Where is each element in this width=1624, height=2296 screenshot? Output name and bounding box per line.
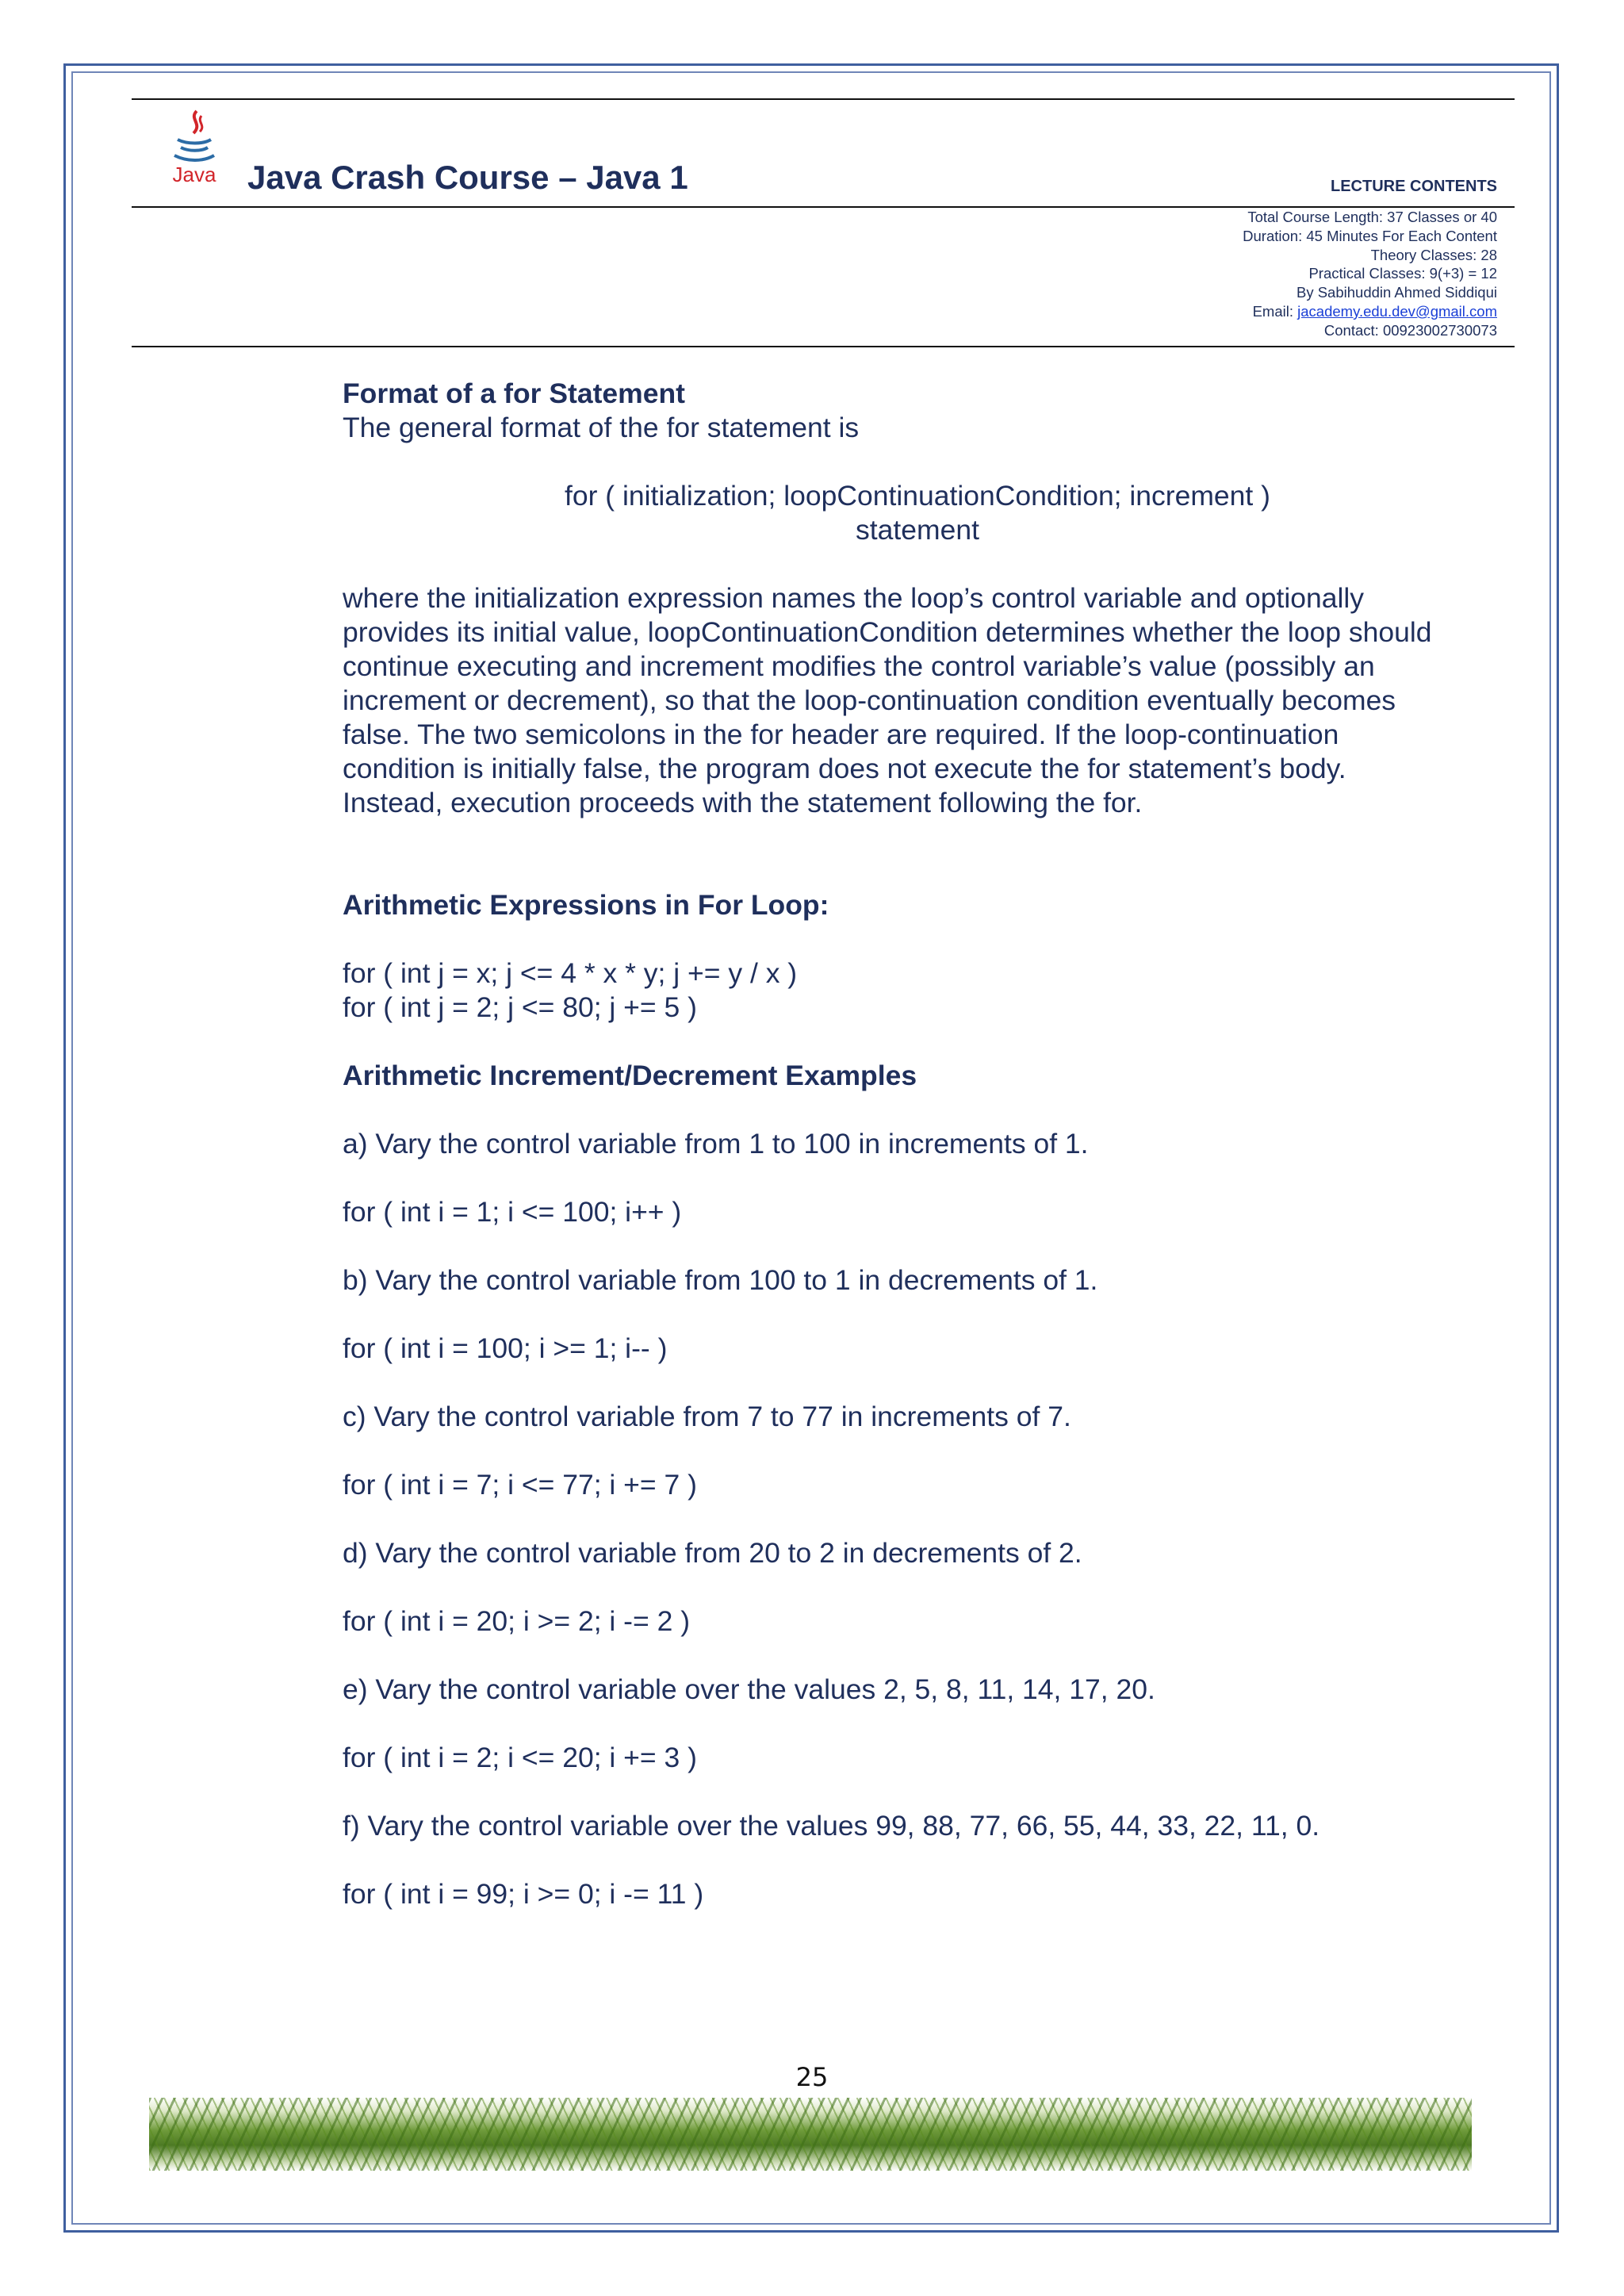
section-heading: Arithmetic Expressions in For Loop: <box>343 889 829 921</box>
contact-line: Contact: 00923002730073 <box>1323 321 1497 339</box>
email-line <box>1243 302 1497 321</box>
email-link[interactable]: jacademy.edu.dev@gmail.com <box>1297 302 1497 320</box>
page-number: 25 <box>795 2062 829 2092</box>
example-description: d) Vary the control variable from 20 to 2 in decrements of 2. <box>343 1537 1082 1569</box>
example-code: for ( int i = 2; i <= 20; i += 3 ) <box>343 1742 697 1773</box>
code-line: for ( int j = 2; j <= 80; j += 5 ) <box>343 991 697 1023</box>
example-code: for ( int i = 99; i >= 0; i -= 11 ) <box>343 1878 704 1910</box>
intro-text: The general format of the for statement is <box>343 412 860 443</box>
meta-line: Total Course Length: 37 Classes or 40 <box>1247 209 1497 225</box>
meta-line: Theory Classes: 28 <box>1370 246 1497 263</box>
example-code: for ( int i = 100; i >= 1; i-- ) <box>343 1332 668 1364</box>
example-code: for ( int i = 1; i <= 100; i++ ) <box>343 1196 682 1228</box>
section-heading: Arithmetic Increment/Decrement Examples <box>343 1060 917 1091</box>
meta-line: By Sabihuddin Ahmed Siddiqui <box>1296 284 1497 301</box>
example-code: for ( int i = 20; i >= 2; i -= 2 ) <box>343 1605 691 1637</box>
body-paragraph: where the initialization expression names the loop’s control variable and optionally provides its initial value, loopContinuationCondition determines whether the loop should continue executing and increment modifies the control variable’s value (possibly an increment or decrement), so that the loop-continuation condition eventually becomes false. The two semicolons in the for header are required. If the loop-continuation condition is initially false, the program does not execute the for statement’s body. Instead, execution proceeds with the statement following the for. <box>343 582 1432 818</box>
example-description: b) Vary the control variable from 100 to 1 in decrements of 1. <box>343 1264 1098 1296</box>
example-code: for ( int i = 7; i <= 77; i += 7 ) <box>343 1469 697 1501</box>
lecture-contents-label: LECTURE CONTENTS <box>1331 178 1497 195</box>
meta-line: Practical Classes: 9(+3) = 12 <box>1308 265 1497 282</box>
main-content <box>343 377 1453 1911</box>
format-line: statement <box>856 514 979 546</box>
section-heading: Format of a for Statement <box>343 378 685 409</box>
example-description: f) Vary the control variable over the values 99, 88, 77, 66, 55, 44, 33, 22, 11, 0. <box>343 1810 1320 1842</box>
course-title: Java Crash Course – Java 1 <box>247 159 688 196</box>
example-description: c) Vary the control variable from 7 to 77 in increments of 7. <box>343 1401 1071 1432</box>
grass-footer-decoration <box>149 2098 1472 2171</box>
course-meta <box>1243 208 1497 340</box>
meta-line: Duration: 45 Minutes For Each Content <box>1243 227 1497 244</box>
example-description: a) Vary the control variable from 1 to 100 in increments of 1. <box>343 1128 1089 1159</box>
example-description: e) Vary the control variable over the values 2, 5, 8, 11, 14, 17, 20. <box>343 1673 1155 1705</box>
email-label: Email: <box>1252 302 1298 320</box>
java-logo-text: Java <box>172 163 216 186</box>
format-line: for ( initialization; loopContinuationCondition; increment ) <box>565 480 1270 512</box>
code-line: for ( int j = x; j <= 4 * x * y; j += y / x ) <box>343 957 798 989</box>
